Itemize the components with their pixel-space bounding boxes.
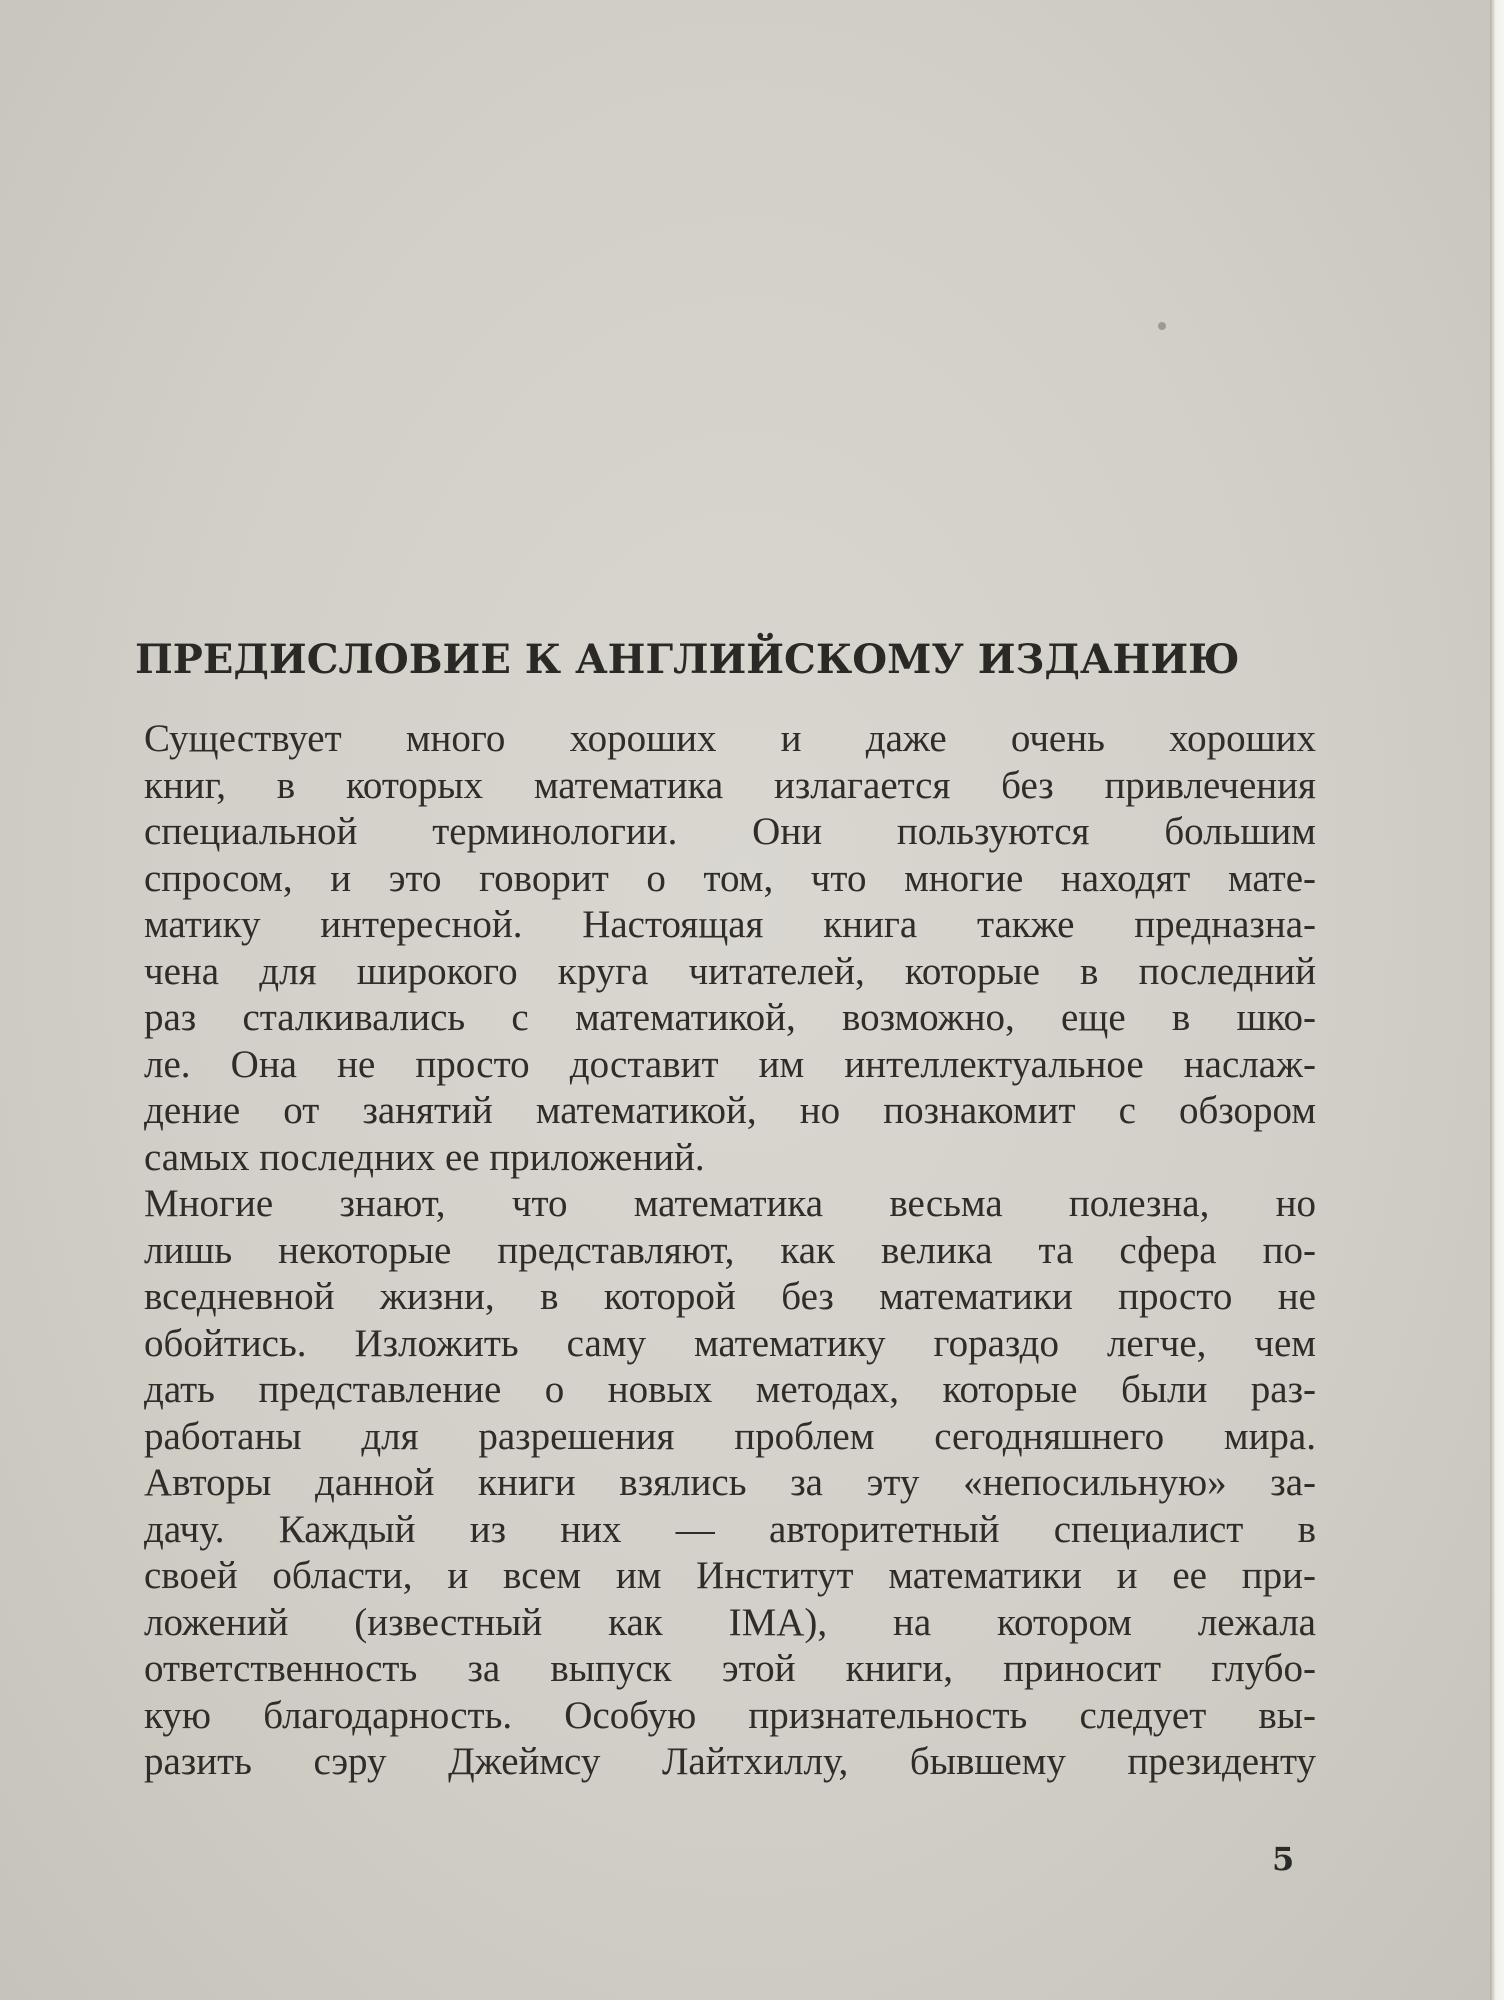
text-line: работаны для разрешения проблем сегодняшнего мира. (144, 1414, 1316, 1458)
paragraph-2 (76, 1181, 1316, 1786)
text-line: кую благодарность. Особую признательность следует вы- (144, 1693, 1316, 1737)
text-line: раз сталкивались с математикой, возможно, еще в шко- (144, 996, 1316, 1039)
text-line: книг, в которых математика излагается без привлечения (144, 763, 1316, 807)
text-line: дачу. Каждый из них — авторитетный специалист в (144, 1507, 1316, 1551)
text-line: лишь некоторые представляют, как велика та сфера по- (144, 1228, 1316, 1272)
body-text (76, 716, 1316, 1786)
text-line: матику интересной. Настоящая книга также предназна- (144, 903, 1316, 946)
text-line: чена для широкого круга читателей, которые в последний (144, 949, 1316, 993)
text-line: ответственность за выпуск этой книги, приносит глубо- (144, 1647, 1316, 1690)
text-line: своей области, и всем им Институт математики и ее при- (144, 1554, 1316, 1597)
page-number: 5 (1272, 1840, 1295, 1878)
text-line: вседневной жизни, в которой без математики просто не (144, 1275, 1316, 1318)
text-line: Многие знают, что математика весьма полезна, но (144, 1182, 1316, 1225)
text-line: Существует много хороших и даже очень хороших (144, 717, 1316, 760)
paragraph-1 (76, 716, 1316, 1181)
text-line: самых последних ее приложений. (144, 1135, 705, 1179)
text-line: Авторы данной книги взялись за эту «непосильную» за- (144, 1461, 1316, 1504)
text-line: спросом, и это говорит о том, что многие находят мате- (144, 856, 1316, 900)
text-line: обойтись. Изложить саму математику гораздо легче, чем (144, 1321, 1316, 1365)
text-line: дение от занятий математикой, но познакомит с обзором (144, 1089, 1316, 1132)
paper-speck (1158, 322, 1166, 330)
page-edge (1490, 0, 1504, 2000)
text-line: специальной терминологии. Они пользуются большим (144, 810, 1316, 853)
text-line: ложений (известный как IMA), на котором лежала (144, 1600, 1316, 1644)
section-heading: ПРЕДИСЛОВИЕ К АНГЛИЙСКОМУ ИЗДАНИЮ (135, 636, 1240, 683)
text-line: ле. Она не просто доставит им интеллектуальное наслаж- (144, 1042, 1316, 1086)
text-line: разить сэру Джеймсу Лайтхиллу, бывшему президенту (144, 1740, 1316, 1783)
text-line: дать представление о новых методах, которые были раз- (144, 1368, 1316, 1411)
